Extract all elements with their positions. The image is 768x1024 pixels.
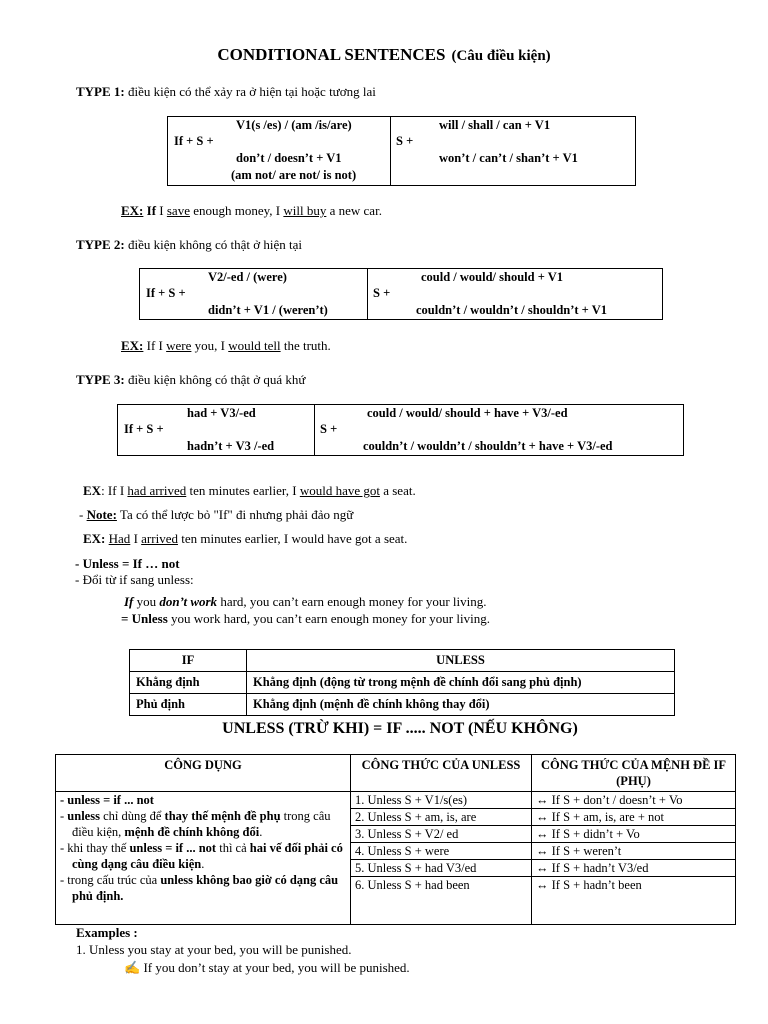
unless-form: 1. Unless S + V1/s(es) — [351, 792, 531, 809]
unless-form: 4. Unless S + were — [351, 843, 531, 860]
convert-heading: - Đổi từ if sang unless: — [75, 572, 194, 587]
type1-ex-verb: will buy — [283, 203, 327, 218]
usage-cell — [56, 792, 351, 925]
table-header: UNLESS — [247, 650, 675, 672]
type2-example — [121, 338, 331, 354]
usage-item: - trong cấu trúc của unless không bao giờ có dạng câu phủ định. — [60, 873, 339, 903]
type2-ex-verb: were — [166, 338, 192, 353]
usage-item: - khi thay thế unless = if ... not thì cả hai vế đối phải có cùng dạng câu điều kiện. — [60, 841, 343, 871]
unless-form: 2. Unless S + am, is, are — [351, 809, 531, 826]
inversion-example — [83, 531, 407, 547]
type1-ex-text: a new car. — [326, 203, 382, 218]
type1-if-part: If + S + — [174, 134, 214, 148]
unless-equation: - Unless = If … not — [75, 556, 180, 571]
if-example — [124, 594, 487, 610]
type1-ex-if: If — [146, 203, 157, 218]
unless-heading: UNLESS (TRỪ KHI) = IF ..... NOT (NẾU KHÔNG) — [222, 720, 578, 737]
type3-formula-table — [117, 404, 684, 456]
ex5-text: you — [133, 594, 160, 609]
ex6-text: you work hard, you can’t earn enough money for your living. — [167, 611, 490, 626]
type3-ex-verb: had arrived — [127, 483, 187, 498]
ex4-label: EX: — [83, 531, 106, 546]
type2-ex-text: If I — [143, 338, 167, 353]
type3-ex-text: a seat. — [379, 483, 416, 498]
type3-heading — [76, 372, 305, 388]
page-title — [0, 45, 768, 65]
if-forms-cell — [532, 792, 736, 925]
type1-ex-text: I — [156, 203, 167, 218]
type1-if-neg2: (am not/ are not/ is not) — [231, 168, 357, 182]
table-header: CÔNG THỨC CỦA MỆNH ĐỀ IF (PHỤ) — [532, 755, 736, 792]
if-form: ↔ If S + weren’t — [532, 843, 735, 860]
if-form: ↔ If S + don’t / doesn’t + Vo — [532, 792, 735, 809]
type3-ex-label: EX — [83, 483, 102, 498]
type3-if-pos: had + V3/-ed — [187, 406, 256, 420]
pencil-icon: ✍ — [124, 960, 141, 975]
type3-if-neg: hadn’t + V3 /-ed — [187, 439, 275, 453]
unless-usage-table — [55, 754, 736, 925]
table-row — [130, 694, 675, 716]
type1-ex-text: enough money, I — [189, 203, 284, 218]
if-unless-table — [129, 649, 675, 716]
type1-desc: điều kiện có thể xảy ra ở hiện tại hoặc tương lai — [128, 84, 376, 99]
type2-desc: điều kiện không có thật ở hiện tại — [128, 237, 303, 252]
type2-main-part: S + — [373, 286, 391, 300]
type1-formula-table — [167, 116, 636, 186]
title-sub: (Câu điều kiện) — [451, 48, 551, 64]
examples-item: 1. Unless you stay at your bed, you will be punished. — [76, 942, 352, 957]
ex5-verb: don’t work — [159, 594, 218, 609]
type2-heading — [76, 237, 302, 253]
ex4-verb: Had — [108, 531, 131, 546]
table-header: IF — [130, 650, 247, 672]
type3-ex-verb: would have got — [299, 483, 380, 498]
table-cell: Khẳng định (động từ trong mệnh đề chính đổi sang phủ định) — [247, 672, 675, 694]
type1-if-pos: V1(s /es) / (am /is/are) — [236, 118, 352, 132]
if-form: ↔ If S + hadn’t been — [536, 878, 642, 892]
type1-example — [121, 203, 382, 219]
type3-main-part: S + — [320, 422, 338, 436]
type2-ex-text: the truth. — [280, 338, 331, 353]
type2-main-neg: couldn’t / wouldn’t / shouldn’t + V1 — [416, 303, 607, 317]
type3-ex-text: : If I — [101, 483, 128, 498]
ex4-text: ten minutes earlier, I would have got a seat. — [177, 531, 408, 546]
unless-form: 5. Unless S + had V3/ed — [351, 860, 531, 877]
table-row — [130, 650, 675, 672]
type1-main-pos: will / shall / can + V1 — [439, 118, 551, 132]
type2-ex-text: you, I — [191, 338, 229, 353]
table-header: CÔNG DỤNG — [56, 755, 351, 792]
if-form: ↔ If S + hadn’t V3/ed — [532, 860, 735, 877]
usage-item: - unless chỉ dùng để thay thế mệnh đề phụ trong câu điều kiện, mệnh đề chính không đổi. — [60, 809, 331, 839]
examples-item-converted — [124, 960, 410, 976]
note-dash: - — [79, 507, 87, 522]
table-row — [56, 755, 736, 792]
type3-desc: điều kiện không có thật ở quá khứ — [128, 372, 306, 387]
type1-main-neg: won’t / can’t / shan’t + V1 — [439, 151, 578, 165]
type3-label: TYPE 3: — [76, 372, 125, 387]
ex5-text: hard, you can’t earn enough money for your living. — [217, 594, 487, 609]
table-cell: Phủ định — [130, 694, 247, 716]
table-cell: Khẳng định — [130, 672, 247, 694]
type2-formula-table — [139, 268, 663, 320]
ex5-if: If — [124, 594, 134, 609]
type3-if-part: If + S + — [124, 422, 164, 436]
type2-if-neg: didn’t + V1 / (weren’t) — [208, 303, 328, 317]
ex4-verb: arrived — [141, 531, 178, 546]
type3-main-pos: could / would/ should + have + V3/-ed — [367, 406, 568, 420]
type2-main-pos: could / would/ should + V1 — [421, 270, 564, 284]
examples-label: Examples : — [76, 925, 138, 940]
if-form: ↔ If S + didn’t + Vo — [532, 826, 735, 843]
table-row — [56, 792, 736, 925]
type1-heading — [76, 84, 376, 100]
type1-ex-label: EX: — [121, 203, 144, 218]
unless-form: 6. Unless S + had been — [355, 878, 470, 892]
type2-ex-label: EX: — [121, 338, 144, 353]
type1-if-neg: don’t / doesn’t + V1 — [236, 151, 342, 165]
unless-form: 3. Unless S + V2/ ed — [351, 826, 531, 843]
note-text: Ta có thể lược bỏ "If" đi nhưng phải đảo ngữ — [116, 507, 354, 522]
type3-example — [83, 483, 416, 499]
type1-ex-verb: save — [166, 203, 190, 218]
unless-forms-cell — [351, 792, 532, 925]
examples-converted-text: If you don’t stay at your bed, you will be punished. — [143, 960, 410, 975]
type2-if-pos: V2/-ed / (were) — [208, 270, 287, 284]
unless-example — [121, 611, 490, 627]
type2-label: TYPE 2: — [76, 237, 125, 252]
ex6-unless: = Unless — [121, 611, 168, 626]
note-label: Note: — [86, 507, 117, 522]
type2-if-part: If + S + — [146, 286, 186, 300]
table-cell: Khẳng định (mệnh đề chính không thay đổi) — [247, 694, 675, 716]
type1-main-part: S + — [396, 134, 414, 148]
title-main: CONDITIONAL SENTENCES — [217, 45, 446, 64]
type2-ex-verb: would tell — [228, 338, 281, 353]
table-header: CÔNG THỨC CỦA UNLESS — [351, 755, 532, 792]
table-row — [130, 672, 675, 694]
type1-label: TYPE 1: — [76, 84, 125, 99]
type3-ex-text: ten minutes earlier, I — [186, 483, 300, 498]
type3-main-neg: couldn’t / wouldn’t / shouldn’t + have + V3/-ed — [363, 439, 613, 453]
ex4-text: I — [130, 531, 142, 546]
usage-item: - unless = if ... not — [60, 793, 154, 807]
if-form: ↔ If S + am, is, are + not — [532, 809, 735, 826]
note-line — [79, 507, 353, 523]
